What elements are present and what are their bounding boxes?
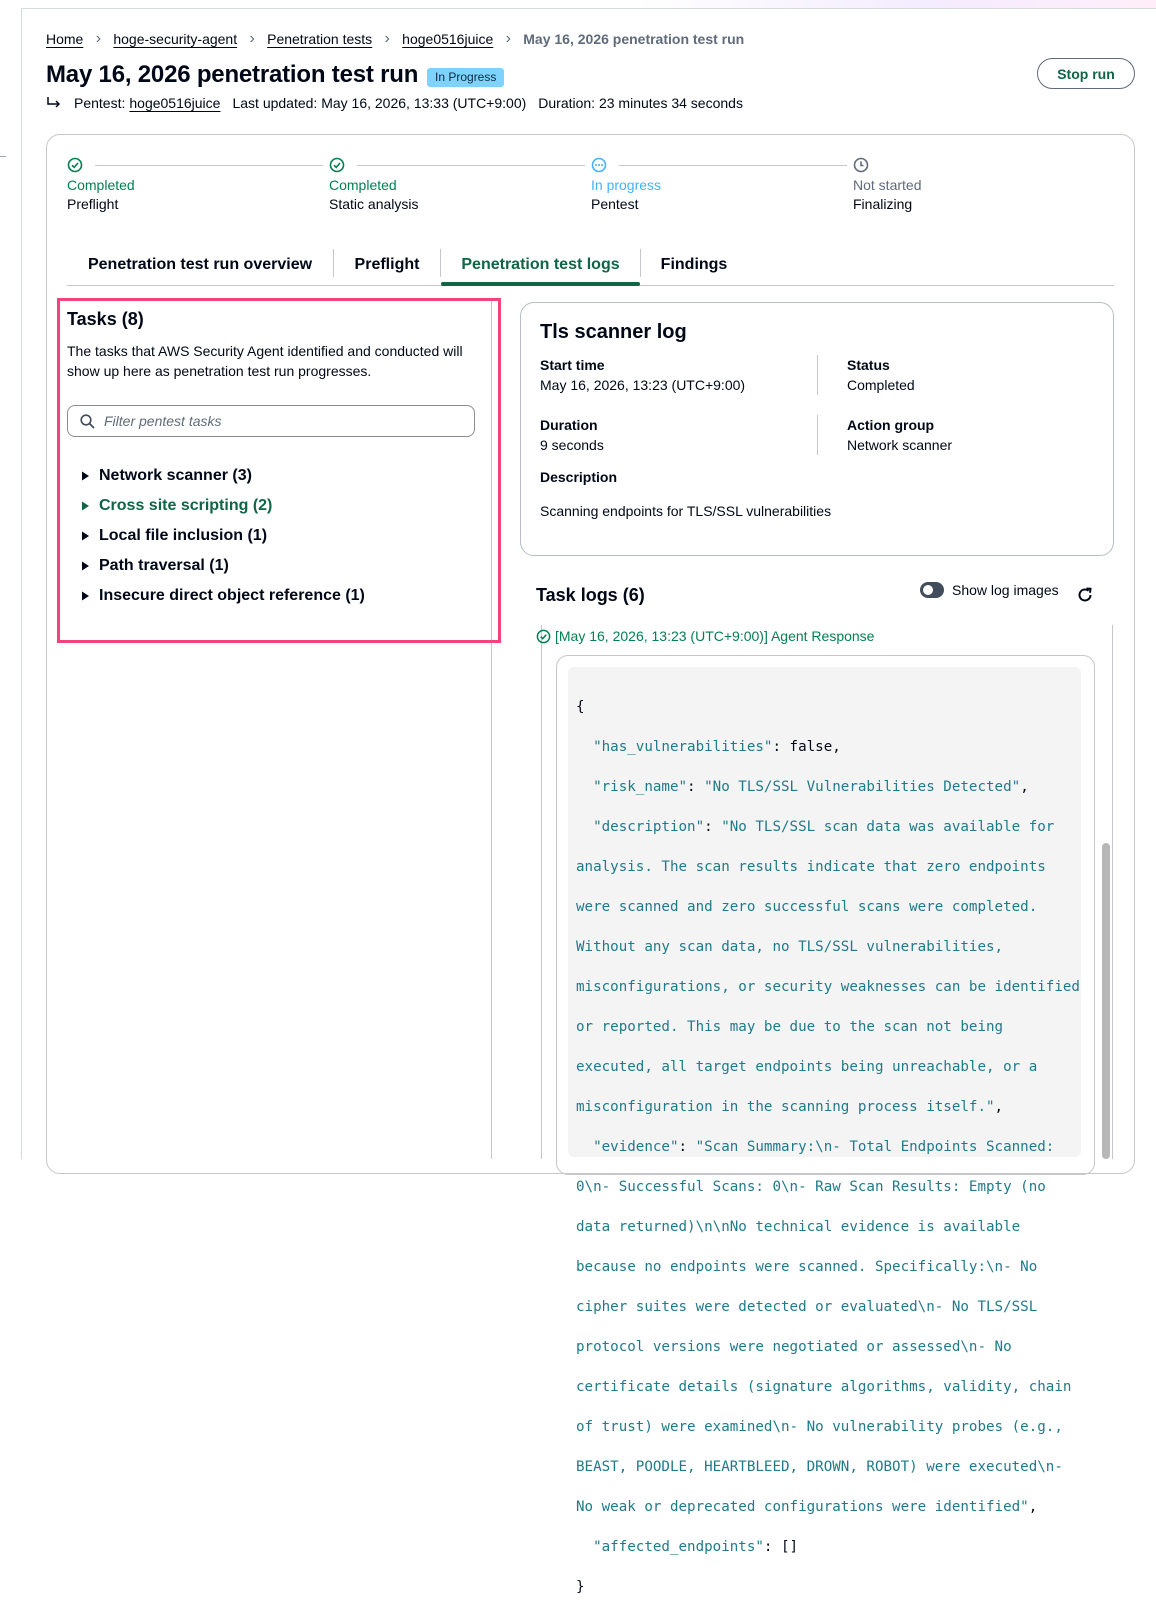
top-gradient-bar — [0, 0, 1156, 8]
caret-right-icon — [80, 561, 90, 571]
code-line: } — [576, 1579, 585, 1595]
caret-right-icon — [80, 471, 90, 481]
step-finalizing — [853, 157, 921, 212]
code-key: "has_vulnerabilities" — [576, 739, 773, 755]
task-group-idor[interactable] — [80, 581, 365, 611]
task-logs-title: Task logs (6) — [536, 585, 645, 605]
task-detail-title: Tls scanner log — [540, 321, 687, 343]
code-line: misconfiguration in the scanning process itself.", — [576, 1099, 1004, 1115]
step-status: Completed — [67, 177, 135, 193]
code-key: "evidence" — [576, 1139, 679, 1155]
check-circle-icon — [536, 629, 551, 644]
breadcrumb-penetration-tests[interactable]: Penetration tests — [267, 31, 373, 47]
tab-bar — [67, 244, 1114, 286]
breadcrumb-current: May 16, 2026 penetration test run — [523, 31, 745, 47]
log-entry-header — [536, 628, 874, 644]
agent-response-code — [576, 677, 1080, 1617]
code-line: of trust) were examined\n- No vulnerability probes (e.g., — [576, 1419, 1063, 1435]
step-static-analysis — [329, 157, 418, 212]
code-line: "has_vulnerabilities": false, — [576, 739, 841, 755]
check-circle-icon — [67, 157, 83, 173]
duration-label: Duration — [540, 417, 598, 433]
check-circle-icon — [329, 157, 345, 173]
code-line: No weak or deprecated configurations were identified", — [576, 1499, 1038, 1515]
breadcrumb-home[interactable]: Home — [46, 31, 84, 47]
show-log-images-label: Show log images — [952, 582, 1059, 598]
chevron-right-icon: › — [384, 30, 390, 47]
code-line: 0\n- Successful Scans: 0\n- Raw Scan Results: Empty (no — [576, 1179, 1046, 1195]
kv-divider — [817, 415, 818, 455]
task-group-label: Network scanner (3) — [99, 467, 252, 484]
code-line: misconfigurations, or security weaknesses can be identified — [576, 979, 1080, 995]
run-metadata — [46, 95, 743, 111]
tab-preflight[interactable]: Preflight — [354, 256, 420, 273]
log-scroll-border — [1112, 625, 1113, 1159]
status-badge: In Progress — [427, 68, 504, 87]
code-string: No weak or deprecated configurations were identified" — [576, 1499, 1029, 1515]
tasks-title: Tasks (8) — [67, 309, 144, 329]
pentest-link[interactable]: hoge0516juice — [129, 95, 221, 111]
breadcrumb — [46, 31, 744, 47]
toggle-knob — [923, 585, 933, 595]
step-status: In progress — [591, 177, 662, 193]
side-nav-tick — [0, 156, 6, 157]
step-name: Finalizing — [853, 196, 913, 212]
code-key: "affected_endpoints" — [576, 1539, 764, 1555]
task-group-path-traversal[interactable] — [80, 551, 365, 581]
description-value: Scanning endpoints for TLS/SSL vulnerabilities — [540, 503, 832, 519]
page-title: May 16, 2026 penetration test run — [46, 61, 419, 88]
code-line: "risk_name": "No TLS/SSL Vulnerabilities Detected", — [576, 779, 1029, 795]
code-line: analysis. The scan results indicate that zero endpoints — [576, 859, 1046, 875]
code-line: data returned)\n\nNo technical evidence is available — [576, 1219, 1021, 1235]
return-arrow-icon — [46, 96, 62, 110]
step-name: Pentest — [591, 196, 639, 212]
step-status: Not started — [853, 177, 922, 193]
code-line: "evidence": "Scan Summary:\n- Total Endpoints Scanned: — [576, 1139, 1055, 1155]
code-line: BEAST, POODLE, HEARTBLEED, DROWN, ROBOT) were executed\n- — [576, 1459, 1063, 1475]
tab-penetration-test-logs[interactable]: Penetration test logs — [461, 256, 620, 273]
refresh-icon[interactable] — [1076, 586, 1094, 604]
side-nav-border — [21, 8, 22, 1159]
action-group-value: Network scanner — [847, 437, 953, 453]
step-name: Static analysis — [329, 196, 419, 212]
active-tab-indicator — [441, 282, 640, 286]
code-line: certificate details (signature algorithms, validity, chain — [576, 1379, 1072, 1395]
duration-value: 9 seconds — [540, 437, 604, 453]
chevron-right-icon: › — [505, 30, 511, 47]
code-line: executed, all target endpoints being unreachable, or a — [576, 1059, 1038, 1075]
caret-right-icon — [80, 531, 90, 541]
tasks-description: The tasks that AWS Security Agent identified and conducted will show up here as penetration test run progresses. — [67, 343, 463, 379]
tab-overview[interactable]: Penetration test run overview — [87, 256, 313, 273]
code-line: { — [576, 699, 585, 715]
log-scrollbar-thumb[interactable] — [1102, 843, 1110, 1159]
kv-divider — [817, 355, 818, 395]
step-status: Completed — [329, 177, 397, 193]
step-pentest — [591, 157, 661, 212]
task-group-cross-site-scripting[interactable] — [80, 491, 365, 521]
code-line: "description": "No TLS/SSL scan data was available for — [576, 819, 1055, 835]
task-group-label: Insecure direct object reference (1) — [99, 587, 365, 604]
code-line: or reported. This may be due to the scan not being — [576, 1019, 1004, 1035]
start-time-label: Start time — [540, 357, 605, 373]
step-preflight — [67, 157, 135, 212]
start-time-value: May 16, 2026, 13:23 (UTC+9:00) — [540, 377, 746, 393]
description-label: Description — [540, 469, 618, 485]
task-group-network-scanner[interactable] — [80, 461, 365, 491]
in-progress-icon — [591, 157, 607, 173]
status-value: Completed — [847, 377, 915, 393]
task-group-label: Local file inclusion (1) — [99, 527, 268, 544]
stop-run-button[interactable]: Stop run — [1037, 58, 1135, 89]
show-log-images-toggle[interactable] — [920, 582, 944, 598]
progress-steps — [67, 157, 1117, 217]
top-divider — [22, 8, 1156, 9]
caret-right-icon — [80, 501, 90, 511]
step-name: Preflight — [67, 196, 119, 212]
breadcrumb-agent[interactable]: hoge-security-agent — [113, 31, 238, 47]
status-label: Status — [847, 357, 890, 373]
breadcrumb-pentest[interactable]: hoge0516juice — [402, 31, 494, 47]
run-duration: Duration: 23 minutes 34 seconds — [538, 95, 743, 111]
code-line: were scanned and zero successful scans were completed. — [576, 899, 1038, 915]
code-string: misconfiguration in the scanning process itself." — [576, 1099, 995, 1115]
filter-tasks-field[interactable] — [67, 405, 475, 437]
task-group-label: Cross site scripting (2) — [99, 497, 273, 514]
log-entry-title: [May 16, 2026, 13:23 (UTC+9:00)] Agent Response — [555, 628, 875, 644]
task-list — [80, 461, 365, 611]
filter-tasks-input[interactable] — [104, 413, 444, 429]
pentest-label: Pentest: — [74, 95, 126, 111]
code-string: "No TLS/SSL Vulnerabilities Detected" — [704, 779, 1021, 795]
code-line: "affected_endpoints": [] — [576, 1539, 799, 1555]
action-group-label: Action group — [847, 417, 935, 433]
last-updated: Last updated: May 16, 2026, 13:33 (UTC+9:00) — [232, 95, 527, 111]
chevron-right-icon: › — [95, 30, 102, 47]
code-key: "risk_name" — [576, 779, 688, 795]
search-icon — [80, 414, 95, 429]
code-line: protocol versions were negotiated or assessed\n- No — [576, 1339, 1012, 1355]
code-line: Without any scan data, no TLS/SSL vulnerabilities, — [576, 939, 1004, 955]
log-scroll-border — [541, 625, 542, 1159]
code-line: cipher suites were detected or evaluated\n- No TLS/SSL — [576, 1299, 1038, 1315]
code-key: "description" — [576, 819, 705, 835]
chevron-right-icon: › — [249, 30, 255, 47]
caret-right-icon — [80, 591, 90, 601]
tab-findings[interactable]: Findings — [660, 256, 728, 273]
code-line: because no endpoints were scanned. Specifically:\n- No — [576, 1259, 1038, 1275]
task-group-label: Path traversal (1) — [99, 557, 229, 574]
task-group-local-file-inclusion[interactable] — [80, 521, 365, 551]
clock-icon — [853, 157, 869, 173]
